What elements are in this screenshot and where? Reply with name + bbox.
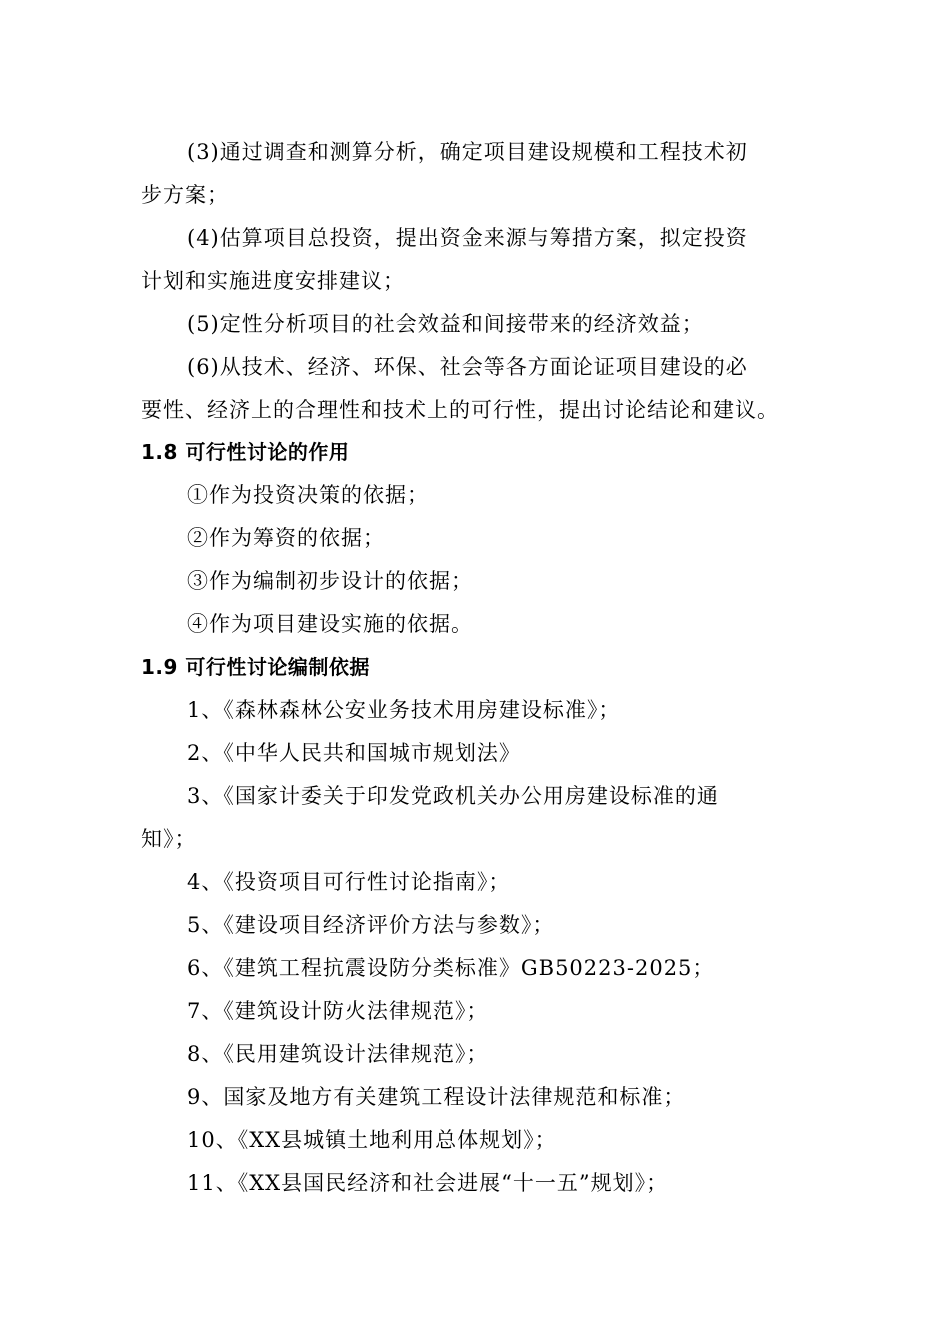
- paragraph-item-3-continued: 步方案；: [141, 183, 229, 207]
- basis-item-10: 10、《XX县城镇土地利用总体规划》；: [187, 1128, 557, 1152]
- paragraph-item-4-continued: 计划和实施进度安排建议；: [141, 269, 405, 293]
- section-heading-1-8: 1.8 可行性讨论的作用: [141, 440, 350, 464]
- role-item-1: ①作为投资决策的依据；: [187, 483, 429, 507]
- basis-item-2: 2、《中华人民共和国城市规划法》: [187, 741, 521, 765]
- role-item-4: ④作为项目建设实施的依据。: [187, 612, 473, 636]
- section-heading-1-9: 1.9 可行性讨论编制依据: [141, 655, 370, 679]
- basis-item-1: 1、《森林森林公安业务技术用房建设标准》；: [187, 698, 621, 722]
- basis-item-7: 7、《建筑设计防火法律规范》；: [187, 999, 489, 1023]
- basis-item-4: 4、《投资项目可行性讨论指南》；: [187, 870, 511, 894]
- basis-item-9: 9、国家及地方有关建筑工程设计法律规范和标准；: [187, 1085, 686, 1109]
- role-item-3: ③作为编制初步设计的依据；: [187, 569, 473, 593]
- paragraph-item-6: (6)从技术、经济、环保、社会等各方面论证项目建设的必: [187, 355, 748, 379]
- paragraph-item-4: (4)估算项目总投资，提出资金来源与筹措方案，拟定投资: [187, 226, 748, 250]
- basis-item-3: 3、《国家计委关于印发党政机关办公用房建设标准的通: [187, 784, 719, 808]
- paragraph-item-3: (3)通过调查和测算分析，确定项目建设规模和工程技术初: [187, 140, 748, 164]
- basis-item-5: 5、《建设项目经济评价方法与参数》；: [187, 913, 555, 937]
- basis-item-3-continued: 知》；: [141, 827, 197, 851]
- basis-item-8: 8、《民用建筑设计法律规范》；: [187, 1042, 489, 1066]
- paragraph-item-6-continued: 要性、经济上的合理性和技术上的可行性，提出讨论结论和建议。: [141, 398, 779, 422]
- basis-item-11: 11、《XX县国民经济和社会进展“十一五”规划》；: [187, 1171, 669, 1195]
- basis-item-6: 6、《建筑工程抗震设防分类标准》GB50223-2025；: [187, 956, 715, 980]
- paragraph-item-5: (5)定性分析项目的社会效益和间接带来的经济效益；: [187, 312, 704, 336]
- role-item-2: ②作为筹资的依据；: [187, 526, 385, 550]
